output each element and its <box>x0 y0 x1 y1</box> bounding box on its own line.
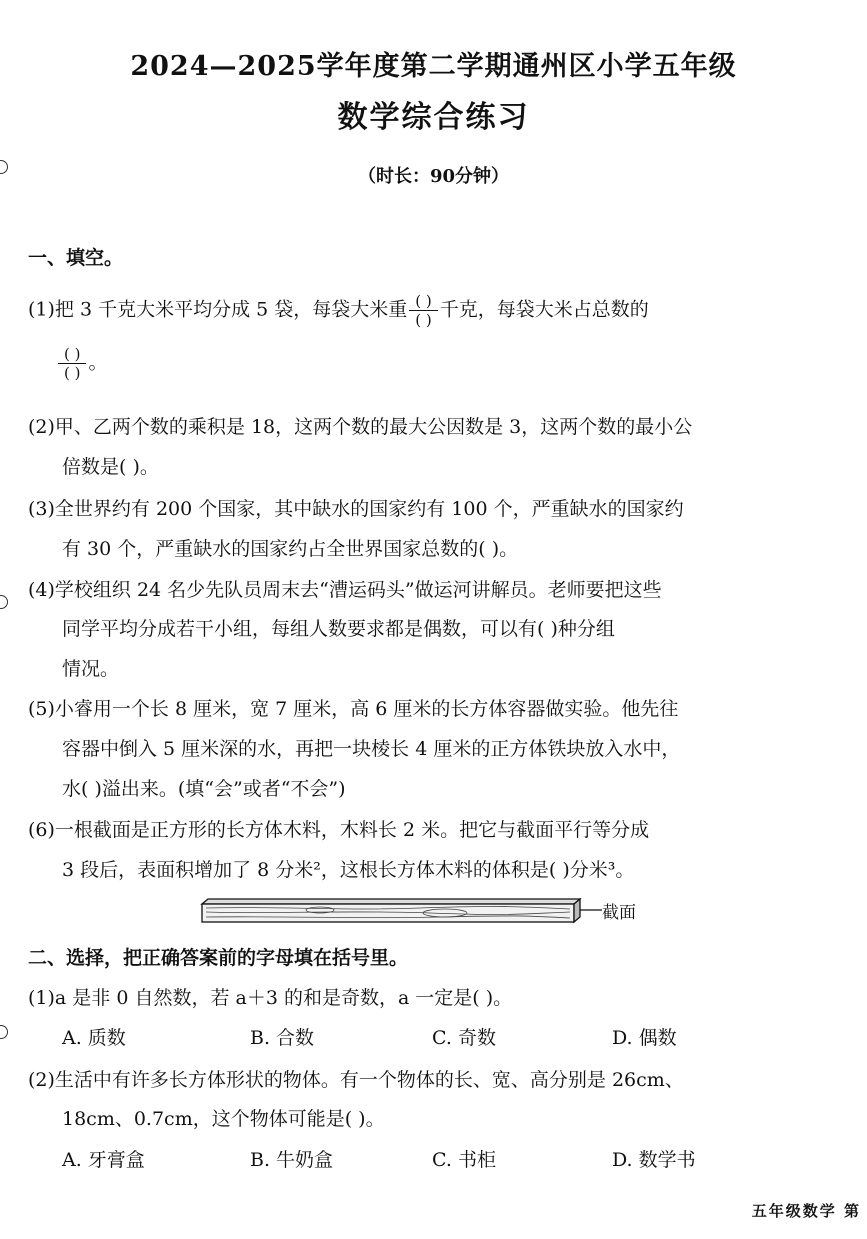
exam-title: 2024—2025学年度第二学期通州区小学五年级 <box>130 51 737 82</box>
question-1-4-line2: 同学平均分成若干小组，每组人数要求都是偶数，可以有( )种分组 <box>62 618 615 640</box>
exam-duration: （时长：90分钟） <box>357 166 510 187</box>
question-1-3-line2: 有 30 个，严重缺水的国家约占全世界国家总数的( )。 <box>62 538 519 560</box>
question-1-6-line1: (6)一根截面是正方形的长方体木料，木料长 2 米。把它与截面平行等分成 <box>28 819 650 841</box>
question-1-5-line1: (5)小睿用一个长 8 厘米，宽 7 厘米，高 6 厘米的长方体容器做实验。他先往 <box>28 698 679 720</box>
question-1-4-line1: (4)学校组织 24 名少先队员周末去“漕运码头”做运河讲解员。老师要把这些 <box>28 579 662 601</box>
q1-1-text-a: (1)把 3 千克大米平均分成 5 袋，每袋大米重 <box>28 298 408 321</box>
binding-hole-mark <box>0 1025 8 1039</box>
option-a[interactable]: A. 质数 <box>62 1027 126 1049</box>
question-1-6-line2: 3 段后，表面积增加了 8 分米²，这根长方体木料的体积是( )分米³。 <box>62 859 635 881</box>
question-2-2-line2: 18cm、0.7cm，这个物体可能是( )。 <box>62 1108 385 1130</box>
question-1-1 <box>28 292 649 329</box>
question-1-2-line1: (2)甲、乙两个数的乘积是 18，这两个数的最大公因数是 3，这两个数的最小公 <box>28 416 693 438</box>
question-1-1-cont <box>56 345 108 382</box>
cross-section-label: 截面 <box>602 903 636 923</box>
fraction-numerator: ( ) <box>58 345 86 364</box>
fraction-denominator: ( ) <box>415 311 432 329</box>
leader-line <box>580 905 602 915</box>
question-1-2-line2: 倍数是( )。 <box>62 456 159 478</box>
question-1-5-line3: 水( )溢出来。(填“会”或者“不会”) <box>62 778 346 800</box>
page-footer: 五年级数学 第 <box>751 1202 861 1220</box>
question-1-5-line2: 容器中倒入 5 厘米深的水，再把一块棱长 4 厘米的正方体铁块放入水中， <box>62 738 681 760</box>
question-1-4-line3: 情况。 <box>62 658 120 680</box>
question-2-1: (1)a 是非 0 自然数，若 a＋3 的和是奇数，a 一定是( )。 <box>28 987 513 1009</box>
option-b[interactable]: B. 牛奶盒 <box>250 1149 334 1171</box>
wood-plank-figure <box>200 898 588 924</box>
option-b[interactable]: B. 合数 <box>250 1027 315 1049</box>
q1-1-period: 。 <box>88 351 108 374</box>
fraction-denominator: ( ) <box>64 364 81 382</box>
option-d[interactable]: D. 偶数 <box>612 1027 677 1049</box>
fraction-blank[interactable] <box>58 345 86 382</box>
section2-heading: 二、选择，把正确答案前的字母填在括号里。 <box>28 947 409 969</box>
option-c[interactable]: C. 书柜 <box>432 1149 496 1171</box>
fraction-numerator: ( ) <box>409 292 437 311</box>
option-d[interactable]: D. 数学书 <box>612 1149 696 1171</box>
question-1-3-line1: (3)全世界约有 200 个国家，其中缺水的国家约有 100 个，严重缺水的国家约 <box>28 498 684 520</box>
fraction-blank[interactable] <box>409 292 437 329</box>
question-2-2-line1: (2)生活中有许多长方体形状的物体。有一个物体的长、宽、高分别是 26cm、 <box>28 1069 684 1091</box>
binding-hole-mark <box>0 595 8 609</box>
exam-subtitle: 数学综合练习 <box>337 100 530 135</box>
q1-1-text-b: 千克，每袋大米占总数的 <box>439 298 649 321</box>
option-c[interactable]: C. 奇数 <box>432 1027 496 1049</box>
section1-heading: 一、填空。 <box>28 247 124 269</box>
option-a[interactable]: A. 牙膏盒 <box>62 1149 145 1171</box>
